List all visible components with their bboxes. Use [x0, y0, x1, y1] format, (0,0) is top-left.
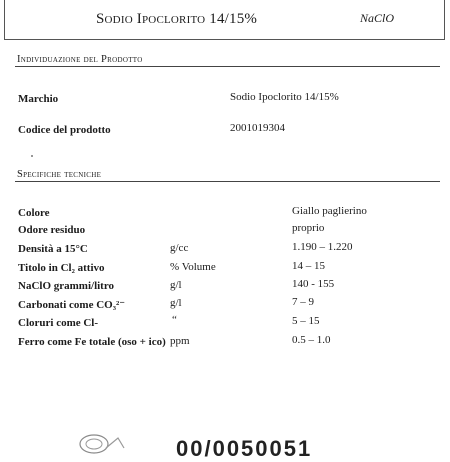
specs-heading: Specifiche tecniche	[17, 169, 102, 180]
chemical-formula: NaClO	[360, 11, 395, 25]
spec-unit-carbonates: g/l	[170, 297, 182, 309]
spec-value-naclo-grams: 140 - 155	[292, 278, 335, 290]
spec-label-color: Colore	[18, 207, 50, 219]
document-title: Sodio Ipoclorito 14/15%	[96, 11, 258, 27]
spec-unit-active-chlorine: % Volume	[170, 261, 216, 273]
spec-unit-density: g/cc	[170, 242, 189, 254]
spec-label-carbonates: Carbonati come CO₃²⁻	[18, 299, 126, 311]
spec-label-chlorides: Cloruri come Cl-	[18, 317, 99, 329]
spec-value-density: 1.190 – 1.220	[292, 241, 353, 253]
footer-number: 00/0050051	[176, 436, 313, 461]
spec-value-color: Giallo paglierino	[292, 205, 367, 217]
product-code-label: Codice del prodotto	[18, 124, 111, 136]
spec-unit-iron: ppm	[170, 335, 190, 347]
identification-heading-rule	[15, 66, 440, 67]
spec-unit-chlorides: “	[172, 314, 177, 326]
spec-label-naclo-grams: NaClO grammi/litro	[18, 280, 115, 292]
spec-value-carbonates: 7 – 9	[292, 296, 314, 308]
spec-label-odor: Odore residuo	[18, 224, 86, 236]
spec-label-active-chlorine: Titolo in Cl₂ attivo	[18, 262, 105, 274]
spec-unit-naclo-grams: g/l	[170, 279, 182, 291]
spec-value-iron: 0.5 – 1.0	[292, 334, 331, 346]
brand-label: Marchio	[18, 93, 59, 105]
spec-value-chlorides: 5 – 15	[292, 315, 320, 327]
spec-value-active-chlorine: 14 – 15	[292, 260, 325, 272]
spec-label-density: Densità a 15°C	[18, 243, 88, 255]
scan-speck	[31, 155, 33, 157]
product-code-value: 2001019304	[230, 122, 285, 134]
spec-label-iron: Ferro come Fe totale (oso + ico)	[18, 336, 166, 348]
specs-heading-rule	[15, 181, 440, 182]
identification-heading: Individuazione del Prodotto	[17, 54, 143, 65]
spec-value-odor: proprio	[292, 222, 325, 234]
brand-value: Sodio Ipoclorito 14/15%	[230, 91, 339, 103]
